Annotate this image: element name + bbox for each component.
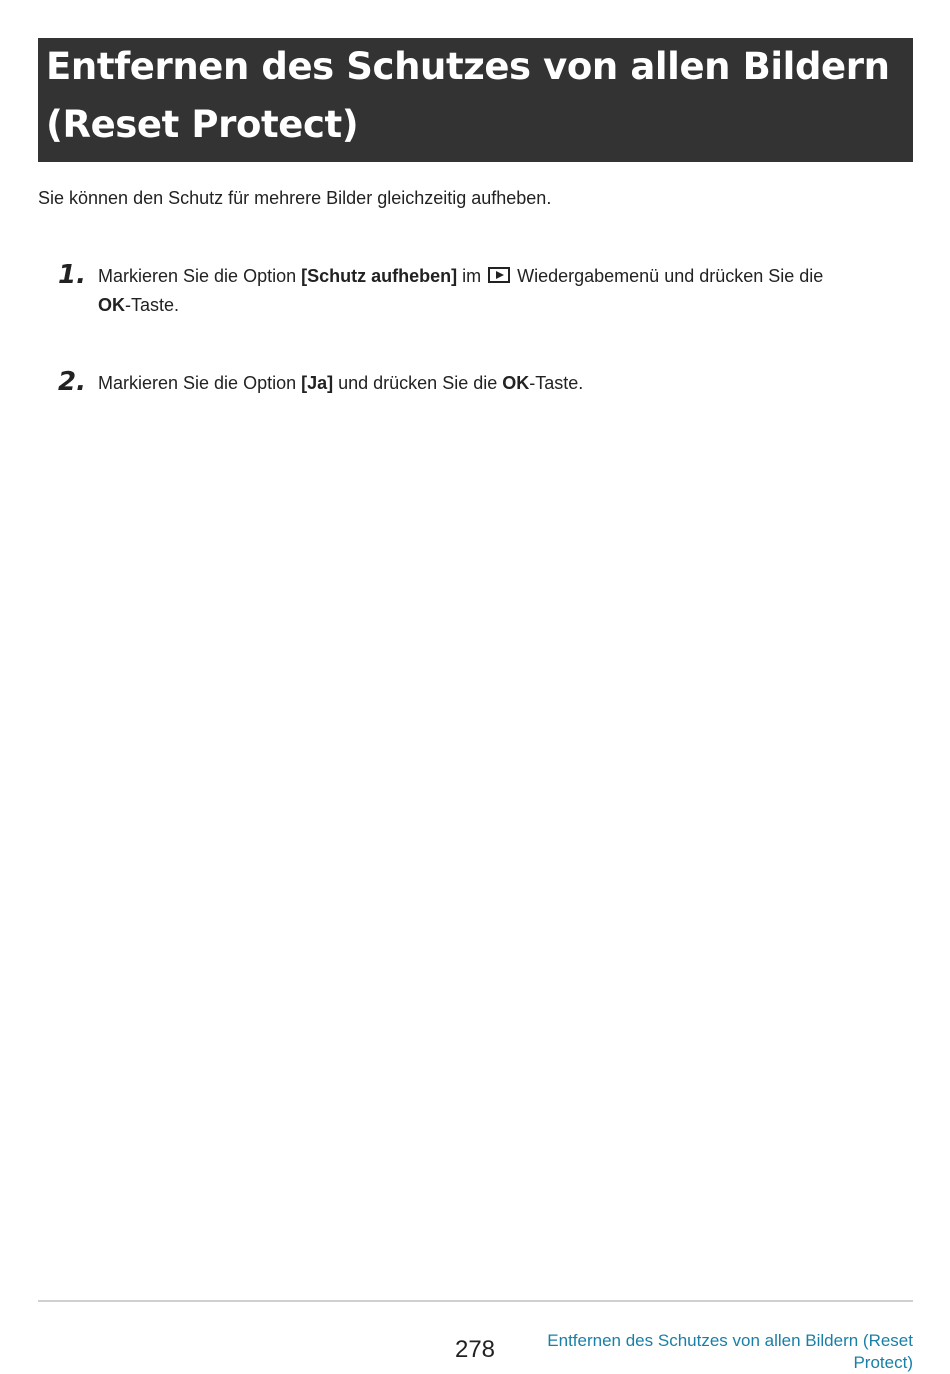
page-title-line-2: (Reset Protect)	[46, 103, 359, 146]
step-text-end: -Taste.	[529, 373, 584, 393]
section-link-line-2: Protect)	[853, 1353, 913, 1372]
menu-option-label: [Ja]	[301, 373, 334, 393]
section-link[interactable]	[513, 1330, 913, 1374]
step-text-after-icon: Wiedergabemenü und drücken Sie die	[512, 266, 824, 286]
step-number: 2.	[58, 367, 86, 397]
ok-button-label: OK	[502, 373, 530, 393]
section-link-line-1: Entfernen des Schutzes von allen Bildern (Reset	[547, 1331, 913, 1350]
footer-divider	[38, 1300, 913, 1302]
ok-button-label: OK	[98, 295, 125, 315]
step-number: 1.	[58, 260, 86, 290]
intro-text: Sie können den Schutz für mehrere Bilder gleichzeitig aufheben.	[38, 188, 552, 208]
step-text-end: -Taste.	[125, 295, 180, 315]
title-banner	[38, 38, 913, 162]
playback-icon	[488, 267, 510, 283]
menu-option-label: [Schutz aufheben]	[301, 266, 458, 286]
step-text-middle: im	[457, 266, 487, 286]
page-number: 278	[454, 1336, 496, 1363]
step-text	[98, 262, 888, 320]
step-text-before: Markieren Sie die Option	[98, 266, 302, 286]
step-text-before: Markieren Sie die Option	[98, 373, 302, 393]
step-text	[98, 369, 888, 398]
page-title-line-1: Entfernen des Schutzes von allen Bildern	[46, 45, 890, 88]
page-title	[46, 38, 905, 154]
step-text-middle: und drücken Sie die	[333, 373, 503, 393]
